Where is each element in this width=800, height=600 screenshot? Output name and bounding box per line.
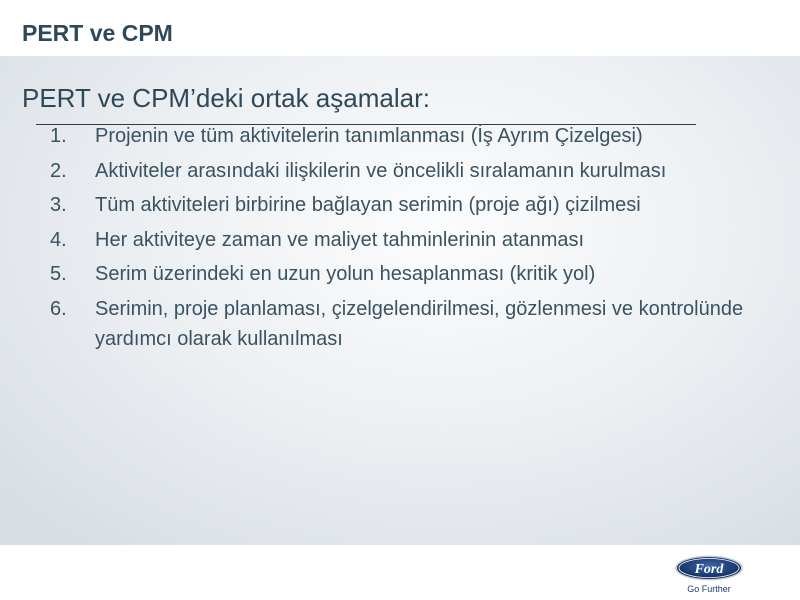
list-number: 6.: [50, 297, 67, 320]
content-panel: [0, 56, 800, 545]
svg-text:Ford: Ford: [694, 562, 724, 577]
list-item-text: Aktiviteler arasındaki ilişkilerin ve öncelikli sıralamanın kurulması: [95, 159, 667, 182]
list-item-text: Projenin ve tüm aktivitelerin tanımlanması (İş Ayrım Çizelgesi): [95, 125, 643, 147]
list-item: [50, 121, 780, 151]
slide-footer: [0, 545, 800, 600]
slide-header: [0, 0, 800, 56]
list-item: [50, 225, 780, 255]
list-number: 2.: [50, 159, 67, 182]
list-number: 5.: [50, 263, 67, 285]
list-item: [50, 190, 780, 220]
list-number: 4.: [50, 228, 67, 251]
list-number: 1.: [50, 125, 67, 147]
steps-list: [50, 121, 780, 358]
list-item: [50, 156, 780, 186]
ford-logo: [673, 554, 745, 594]
list-item-text: Serim üzerindeki en uzun yolun hesaplanması (kritik yol): [95, 263, 596, 285]
ford-oval-icon: [673, 554, 745, 584]
list-number: 3.: [50, 194, 67, 216]
list-item: [50, 259, 780, 289]
list-item-text: Her aktiviteye zaman ve maliyet tahminlerinin atanması: [95, 228, 585, 251]
slide-title: PERT ve CPM: [22, 20, 173, 46]
tagline: Go Further: [687, 584, 731, 594]
slide-subheading: PERT ve CPM’deki ortak aşamalar:: [22, 83, 430, 113]
list-item: [50, 294, 780, 354]
list-item-text: Serimin, proje planlaması, çizelgelendirilmesi, gözlenmesi ve kontrolünde yardımcı olarak kullanılması: [95, 297, 744, 350]
list-item-text: Tüm aktiviteleri birbirine bağlayan serimin (proje ağı) çizilmesi: [95, 194, 641, 216]
